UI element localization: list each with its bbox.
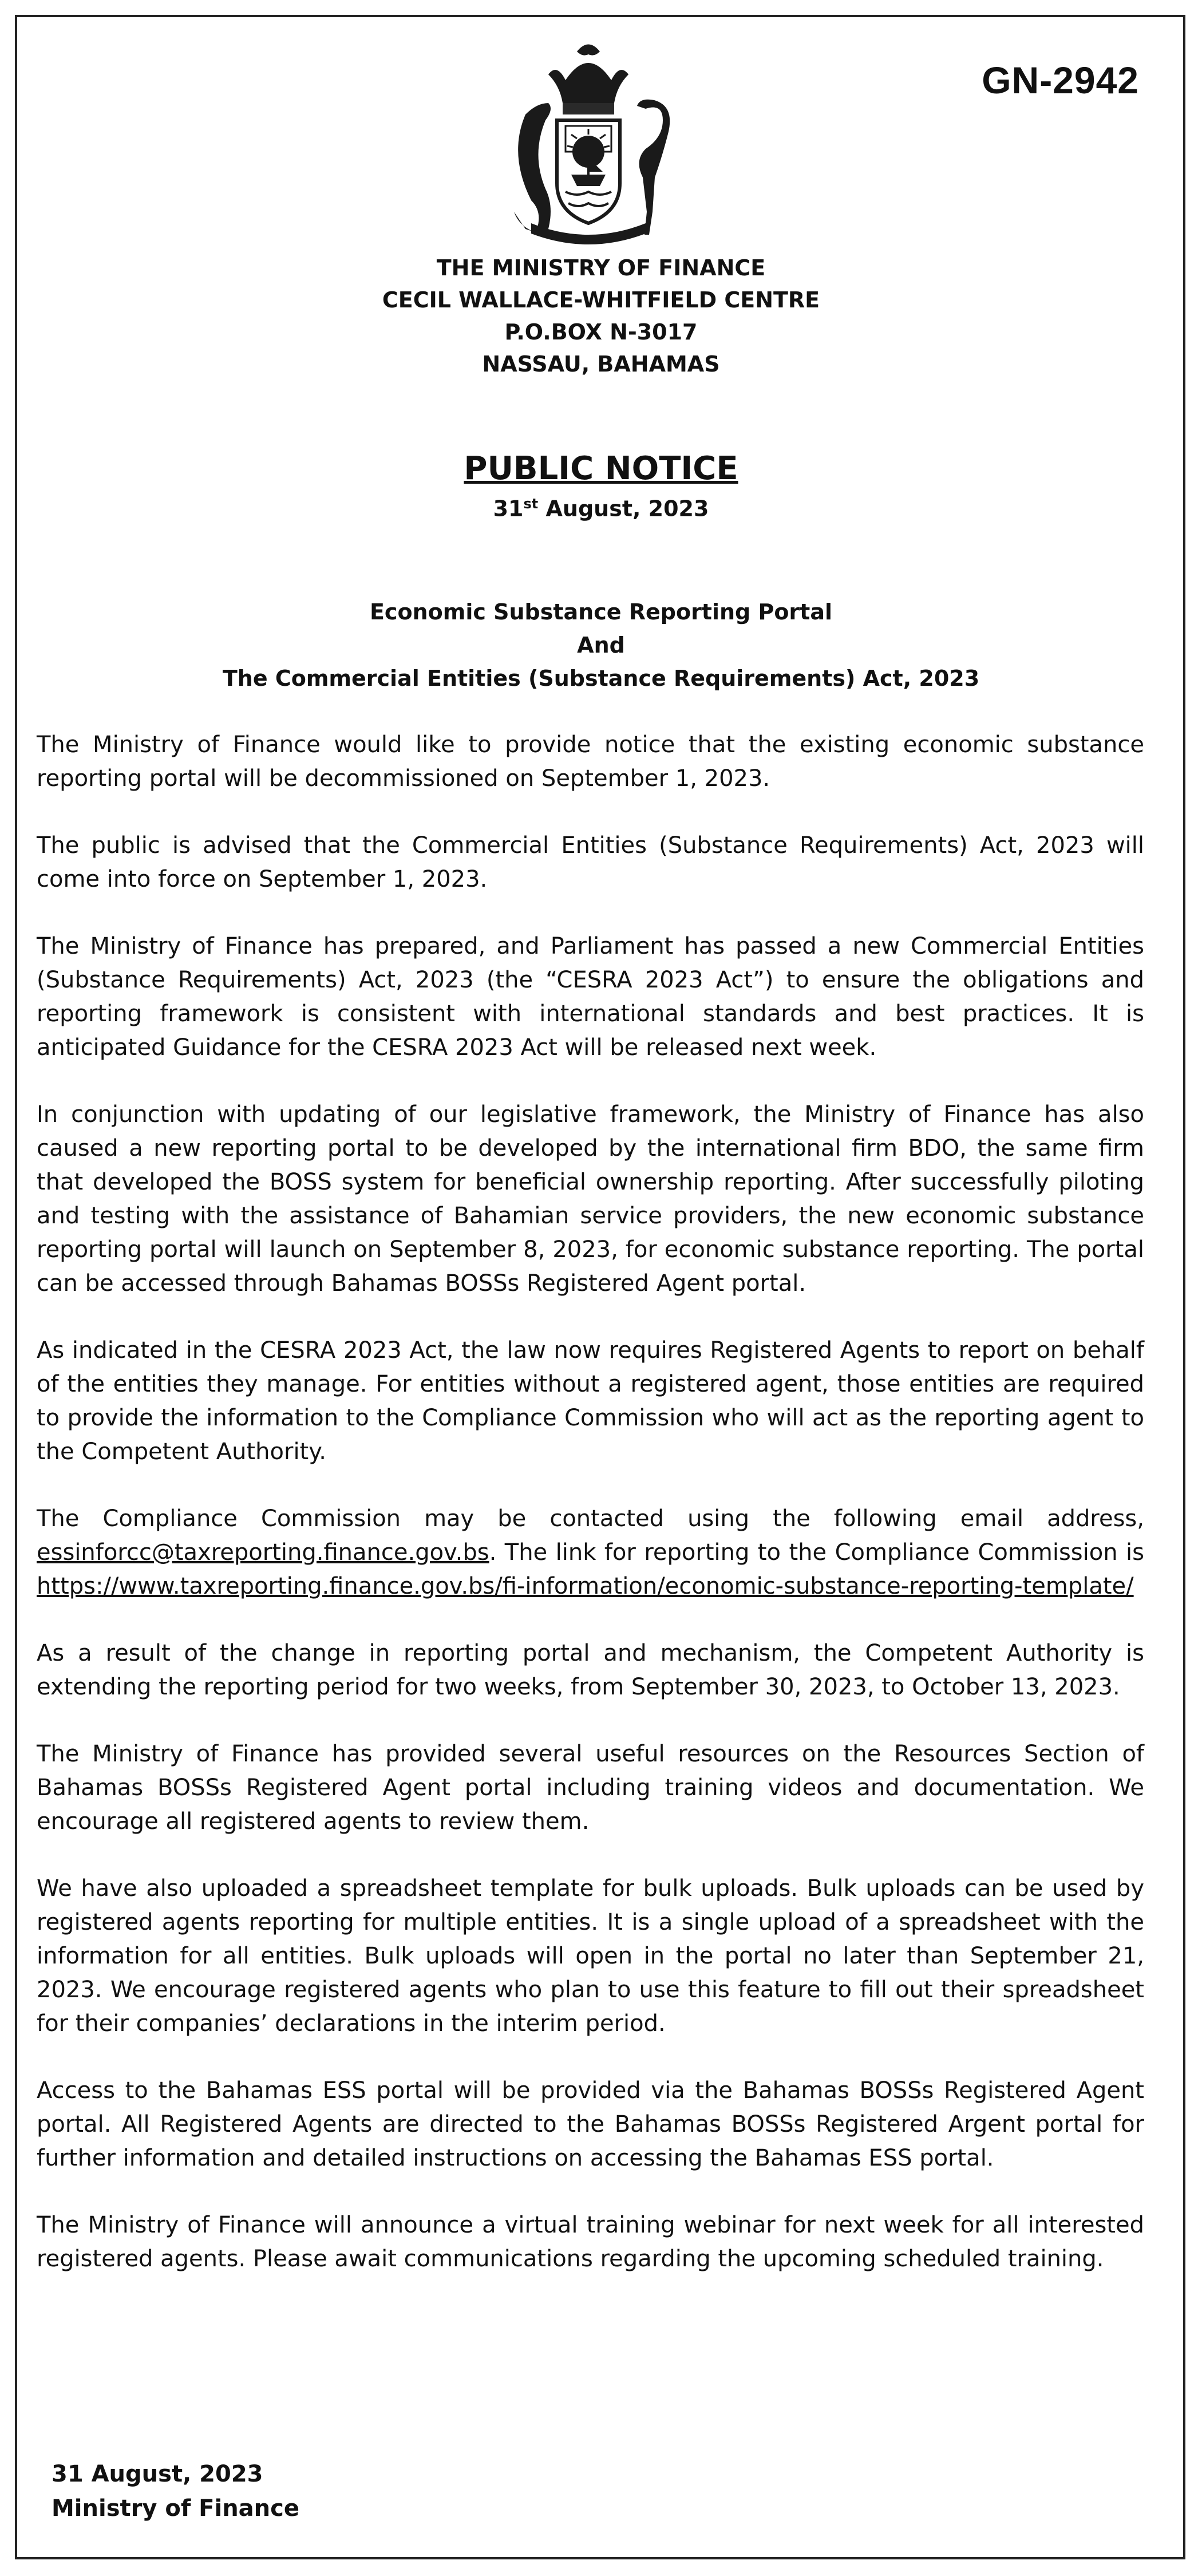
- paragraph-new-portal: In conjunction with updating of our legislative framework, the Ministry of Finance has also caused a new reporting portal to be developed by the international firm BDO, the same firm that developed the BOSS system for beneficial ownership reporting. After successfully piloting and testing with the assistance of Bahamian service providers, the new economic substance reporting portal will launch on September 8, 2023, for economic substance reporting. The portal can be accessed through Bahamas BOSSs Registered Agent portal.: [37, 1101, 1144, 1297]
- paragraph-registered-agents: As indicated in the CESRA 2023 Act, the law now requires Registered Agents to report on behalf of the entities they manage. For entities without a registered agent, those entities are required to provide the information to the Compliance Commission who will act as the reporting agent to the Competent Authority.: [37, 1337, 1144, 1465]
- contact-text-b: . The link for reporting to the Compliance Commission is: [489, 1539, 1144, 1566]
- signature-org: Ministry of Finance: [52, 2495, 299, 2522]
- paragraph-compliance-contact: [37, 1502, 1144, 1603]
- paragraph-act-in-force: The public is advised that the Commercial Entities (Substance Requirements) Act, 2023 will come into force on September 1, 2023.: [37, 832, 1144, 892]
- letterhead-city: NASSAU, BAHAMAS: [482, 351, 720, 377]
- notice-body: [37, 728, 1144, 2309]
- letterhead-po-box: P.O.BOX N-3017: [504, 319, 698, 345]
- subject-line-3: The Commercial Entities (Substance Requirements) Act, 2023: [222, 666, 980, 691]
- contact-text-a: The Compliance Commission may be contacted using the following email address,: [37, 1506, 1144, 1532]
- notice-code: GN-2942: [982, 59, 1139, 101]
- paragraph-resources: The Ministry of Finance has provided several useful resources on the Resources Section of Bahamas BOSSs Registered Agent portal including training videos and documentation. We encourage all registered agents to review them.: [37, 1741, 1144, 1835]
- subject-line-2: And: [577, 633, 625, 658]
- paragraph-cesra-act: The Ministry of Finance has prepared, and Parliament has passed a new Commercial Entities (Substance Requirements) Act, 2023 (the “CESRA 2023 Act”) to ensure the obligations and reporting framework is consistent with international standards and best practices. It is anticipated Guidance for the CESRA 2023 Act will be released next week.: [37, 933, 1144, 1061]
- notice-date-suffix: st: [523, 496, 539, 512]
- signature-date: 31 August, 2023: [52, 2461, 263, 2487]
- notice-date: [0, 496, 1202, 521]
- compliance-email-link[interactable]: essinforcc@taxreporting.finance.gov.bs: [37, 1539, 489, 1566]
- reporting-template-link[interactable]: https://www.taxreporting.finance.gov.bs/fi-information/economic-substance-reporting-template/: [37, 1573, 1134, 1599]
- letterhead-ministry: THE MINISTRY OF FINANCE: [436, 255, 766, 280]
- notice-date-day: 31: [493, 496, 524, 521]
- paragraph-ess-access: Access to the Bahamas ESS portal will be provided via the Bahamas BOSSs Registered Agent portal. All Registered Agents are directed to the Bahamas BOSSs Registered Argent portal for further information and detailed instructions on accessing the Bahamas ESS portal.: [37, 2077, 1144, 2171]
- paragraph-bulk-uploads: We have also uploaded a spreadsheet template for bulk uploads. Bulk uploads can be used by registered agents reporting for multiple entities. It is a single upload of a spreadsheet with the information for all entities. Bulk uploads will open in the portal no later than September 21, 2023. We encourage registered agents who plan to use this feature to fill out their spreadsheet for their companies’ declarations in the interim period.: [37, 1875, 1144, 2037]
- subject-line-1: Economic Substance Reporting Portal: [369, 599, 833, 625]
- signature-block: [52, 2457, 299, 2526]
- letterhead-address: [0, 252, 1202, 380]
- letterhead-building: CECIL WALLACE-WHITFIELD CENTRE: [382, 287, 820, 313]
- notice-subject: [0, 595, 1202, 695]
- notice-date-rest: August, 2023: [538, 496, 709, 521]
- paragraph-reporting-extension: As a result of the change in reporting portal and mechanism, the Competent Authority is extending the reporting period for two weeks, from September 30, 2023, to October 13, 2023.: [37, 1640, 1144, 1700]
- paragraph-portal-decommission: The Ministry of Finance would like to provide notice that the existing economic substance reporting portal will be decommissioned on September 1, 2023.: [37, 732, 1144, 792]
- notice-title: PUBLIC NOTICE: [464, 450, 738, 487]
- paragraph-training-webinar: The Ministry of Finance will announce a virtual training webinar for next week for all interested registered agents. Please await communications regarding the upcoming scheduled training.: [37, 2212, 1144, 2272]
- coat-of-arms-emblem: [491, 40, 686, 246]
